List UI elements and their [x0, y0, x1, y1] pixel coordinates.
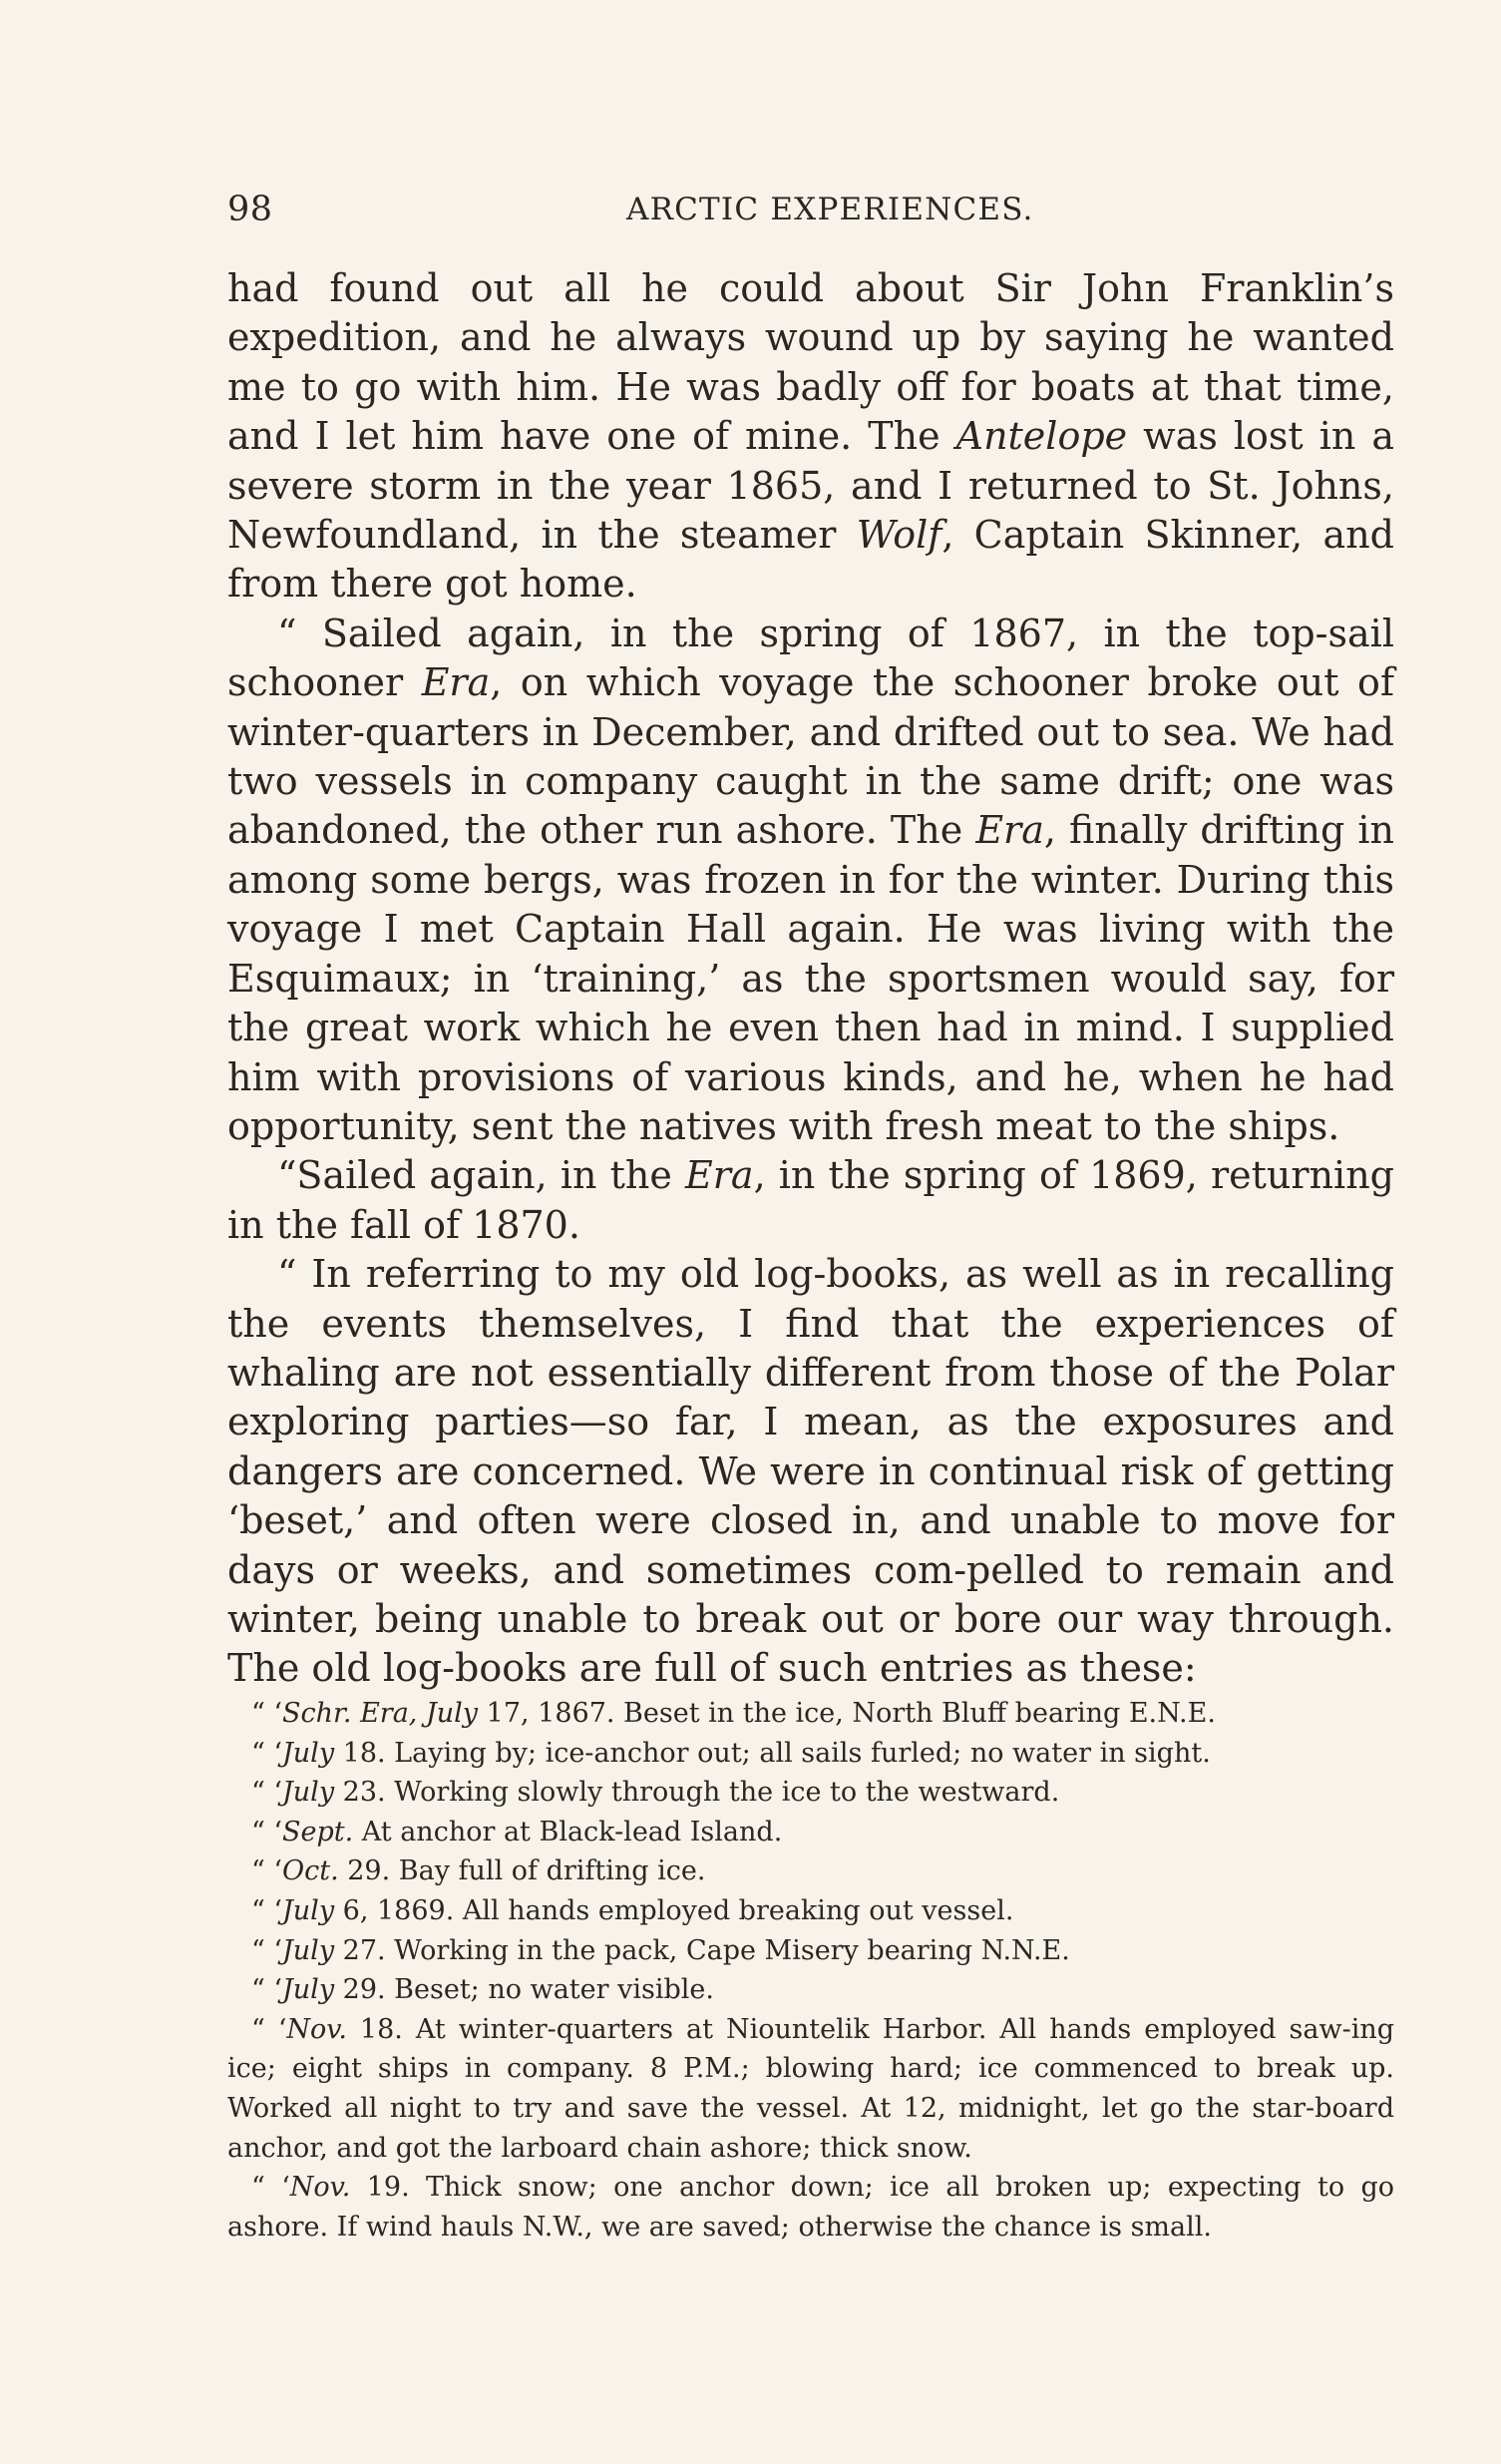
log-entry-date: July	[281, 1737, 335, 1769]
log-entry-date: Schr. Era, July	[281, 1698, 479, 1729]
log-entry	[227, 1734, 1394, 1774]
log-entry-text: 29. Beset; no water visible.	[334, 1974, 714, 2006]
paragraph-text: had found out all he could about Sir John Franklin’s expedition, and he always wound up by saying he wanted me to go with him. He was badly off for boats at that time, and I let him have one of mine. The	[227, 266, 1394, 459]
log-entry	[227, 1694, 1394, 1734]
log-entry-text: At anchor at Black-lead Island.	[353, 1816, 783, 1848]
log-entry-text: 29. Bay full of drifting ice.	[338, 1855, 706, 1887]
ship-name: Era	[421, 660, 491, 705]
log-entry-text: 18. At winter-quarters at Niountelik Harbor. All hands employed saw-ing ice; eight ships in company. 8 P.M.; blowing hard; ice commenced to break up. Worked all night to try and save the vessel. At 12, midnight, let go the star-board anchor, and got the larboard chain ashore; thick snow.	[227, 2013, 1395, 2164]
paragraph-text: “Sailed again, in the	[277, 1153, 685, 1198]
page-number: 98	[227, 190, 273, 229]
log-entry-date: July	[281, 1974, 335, 2006]
main-text	[227, 264, 1394, 1694]
log-entry-prefix: “ ‘	[251, 1816, 282, 1848]
log-entry-text: 27. Working in the pack, Cape Misery bearing N.N.E.	[334, 1934, 1070, 1966]
log-entry-date: Nov.	[286, 2013, 347, 2045]
page-header	[227, 190, 1394, 239]
log-entry-prefix: “ ‘	[251, 2172, 290, 2204]
log-entry	[227, 2168, 1394, 2247]
log-entry	[227, 1970, 1394, 2010]
log-entry-text: 6, 1869. All hands employed breaking out vessel.	[334, 1894, 1014, 1926]
paragraph-text: , Captain Skinner, and from there got home.	[227, 513, 1394, 607]
log-entry	[227, 1851, 1394, 1891]
log-entry-prefix: “ ‘	[251, 1698, 282, 1729]
log-entry-date: Nov.	[289, 2172, 351, 2204]
log-entry-text: 17, 1867. Beset in the ice, North Bluff bearing E.N.E.	[478, 1698, 1216, 1729]
log-entry-text: 19. Thick snow; one anchor down; ice all broken up; expecting to go ashore. If wind hauls N.W., we are saved; otherwise the chance is small.	[227, 2172, 1395, 2243]
paragraph-text: “ Sailed again, in the spring of 1867, in the top-sail schooner	[227, 611, 1394, 705]
log-entry-prefix: “ ‘	[251, 2013, 287, 2045]
paragraph	[227, 1250, 1394, 1694]
log-entry-prefix: “ ‘	[251, 1934, 282, 1966]
log-entry-date: July	[281, 1934, 335, 1966]
log-entry-prefix: “ ‘	[251, 1777, 282, 1809]
log-entry	[227, 1891, 1394, 1931]
log-entry	[227, 1773, 1394, 1813]
log-entry-date: Sept.	[281, 1816, 354, 1848]
paragraph-text: was lost in a severe storm in the year 1865, and I returned to St. Johns, Newfoundland, in the steamer	[227, 414, 1394, 558]
ship-name: Era	[685, 1153, 754, 1198]
log-entry-prefix: “ ‘	[251, 1974, 282, 2006]
paragraph	[227, 264, 1394, 610]
paragraph-text: , on which voyage the schooner broke out of winter-quarters in December, and drifted out to sea. We had two vessels in company caught in the same drift; one was abandoned, the other run ashore. The	[227, 660, 1395, 853]
paragraph	[227, 1151, 1394, 1250]
log-entry	[227, 1931, 1394, 1971]
log-entry	[227, 2010, 1394, 2168]
log-entry-text: 18. Laying by; ice-anchor out; all sails furled; no water in sight.	[334, 1737, 1211, 1769]
log-entries	[227, 1694, 1394, 2247]
log-entry	[227, 1813, 1394, 1852]
ship-name: Era	[975, 808, 1044, 853]
log-entry-prefix: “ ‘	[251, 1855, 282, 1887]
ship-name: Antelope	[955, 414, 1128, 459]
log-entry-prefix: “ ‘	[251, 1894, 282, 1926]
log-entry-date: Oct.	[281, 1855, 339, 1887]
log-entry-text: 23. Working slowly through the ice to the westward.	[334, 1777, 1060, 1809]
log-entry-prefix: “ ‘	[251, 1737, 282, 1769]
paragraph-text: , in the spring of 1869, returning in the fall of 1870.	[227, 1153, 1394, 1247]
paragraph-text: “ In referring to my old log-books, as well as in recalling the events themselves, I find that the experiences of whaling are not essentially different from those of the Polar exploring parties—so far, I mean, as the exposures and dangers are concerned. We were in continual risk of getting ‘beset,’ and often were closed in, and unable to move for days or weeks, and sometimes com-pelled to remain and winter, being unable to break out or bore our way through. The old log-books are full of such entries as these:	[227, 1252, 1394, 1691]
paragraph	[227, 610, 1394, 1151]
running-title: ARCTIC EXPERIENCES.	[626, 192, 1034, 227]
ship-name: Wolf	[856, 513, 942, 558]
log-entry-date: July	[281, 1894, 335, 1926]
log-entry-date: July	[281, 1777, 335, 1809]
paragraph-text: , finally drifting in among some bergs, was frozen in for the winter. During this voyage I met Captain Hall again. He was living with the Esquimaux; in ‘training,’ as the sportsmen would say, for the great work which he even then had in mind. I supplied him with provisions of various kinds, and he, when he had opportunity, sent the natives with fresh meat to the ships.	[227, 808, 1394, 1148]
